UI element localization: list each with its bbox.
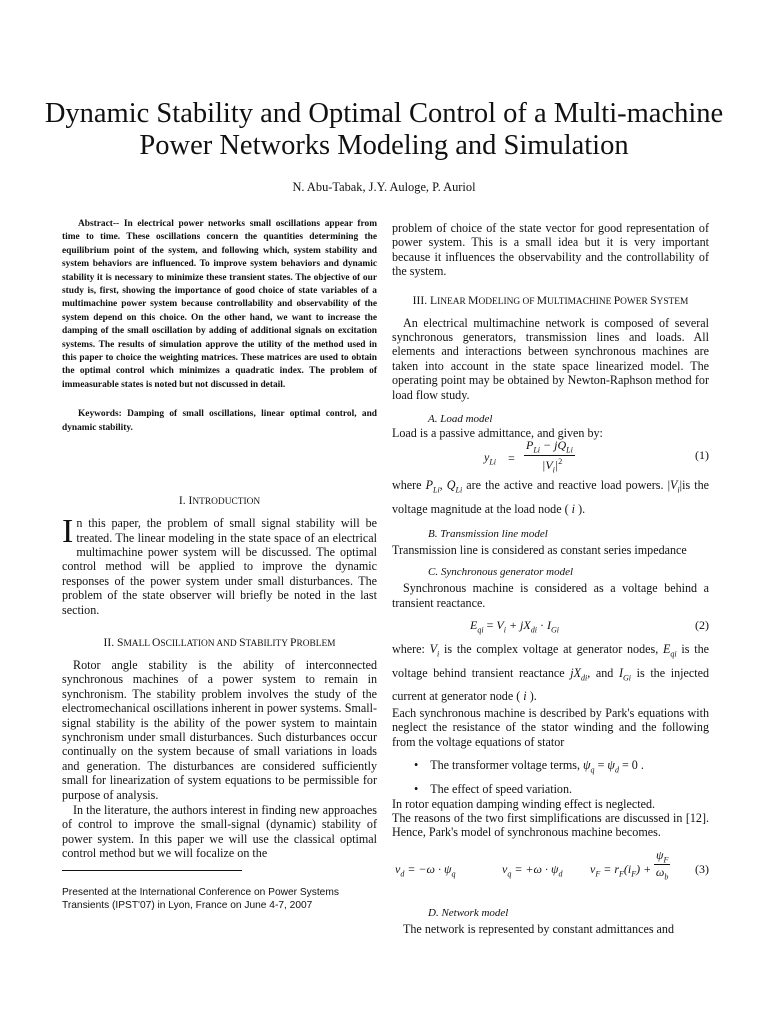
subsection-load-model: A. Load model xyxy=(428,413,493,426)
subsection-network-model: D. Network model xyxy=(428,906,509,919)
bullet-transformer-terms: • The transformer voltage terms, $\psi_q = \psi_d = 0$ . xyxy=(392,757,709,778)
equation-1: $y_{Li}$ = $P_{Li} - jQ_{Li}$ $|V_i|^2$ (1) xyxy=(484,438,709,475)
network-text: The network is represented by constant admittances and xyxy=(403,921,675,936)
bullet-speed-variation: • The effect of speed variation. xyxy=(414,781,573,796)
transmission-text: Transmission line is considered as constant series impedance xyxy=(392,542,687,557)
keywords: Keywords: Damping of small oscillations, linear optimal control, and dynamic stability. xyxy=(62,409,377,433)
equation-3: $v_d = -\omega \cdot \psi_q$ $v_q = +\omega \cdot \psi_d$ $v_F = r_F(i_F)$ + $\psi_F$ $\omega_b$ (3) xyxy=(395,847,709,882)
linear-modeling-paragraph: An electrical multimachine network is composed of several synchronous generators, transmission lines and loads. All elements and interactions between synchronous machines are taken into account in the state space linearized model. The operating point may be obtained by Newton-Raphson method for load flow study. xyxy=(392,315,709,402)
equation-1-number: (1) xyxy=(695,448,709,463)
rotor-text: In rotor equation damping winding effect is neglected. xyxy=(392,796,656,811)
abstract: Abstract-- In electrical power networks small oscillations appear from time to time. These oscillations concern the quantities determining the equilibrium point of the system, and following which, system stability and system behaviors are influenced. To improve system behaviors and dynamic stability it is necessary to minimize these transient states. The objective of our study is, first, showing the importance of good choice of state variables of a multimachine power system because controllability and observability of the system depend on this choice. On the other hand, we want to increase the damping of the small oscillation by adding of additional signals on excitation systems. The results of simulation approve the utility of the method used in this paper to choice the weighting matrices. These matrices are used to obtain the optimal control which minimizes a quadratic index. The problem of immeasurable states is noted but not discussed in detail. xyxy=(62,219,377,390)
subsection-transmission-line: B. Transmission line model xyxy=(428,527,548,540)
bullet-icon: • xyxy=(414,758,419,773)
equation-2: $E_{qi} = V_i + jX_{di} \cdot I_{Gi}$ (2) xyxy=(470,618,709,635)
stability-paragraph-2: In the literature, the authors interest in finding new approaches of control to improve the small-signal (dynamic) stability of power system. In this paper we will use the classical optimal control method but we will focalize on the xyxy=(62,803,377,861)
footnote-rule xyxy=(62,870,242,871)
equation-2-number: (2) xyxy=(695,618,709,633)
stability-paragraph-1: Rotor angle stability is the ability of interconnected synchronous machines of a power system to remain in synchronism. The stability problem involves the study of the electromechanical oscillations inherent in power systems. Small-signal stability is the ability of the power system to maintain synchronism under small disturbances. Such disturbances occur continually on the system because of small variations in loads and generation. The disturbances are considered sufficiently small for linearization of system equations to be permissible for purpose of analysis. xyxy=(62,657,377,802)
authors: N. Abu-Tabak, J.Y. Auloge, P. Auriol xyxy=(292,180,476,194)
park-text: Each synchronous machine is described by Park's equations with neglect the resistance of the stator winding and the following from the voltage equations of stator xyxy=(392,705,709,749)
section-heading-small-oscillation: II. SMALL OSCILLATION AND STABILITY PROBLEM xyxy=(103,635,336,649)
subsection-synchronous-generator: C. Synchronous generator model xyxy=(428,566,574,579)
right-paragraph-continuation: problem of choice of the state vector for good representation of power system. This is a small idea but it is very important because it influences the observability and the controllability of the system. xyxy=(392,221,709,279)
left-column xyxy=(62,218,377,861)
load-text: Load is a passive admittance, and given by: xyxy=(392,426,603,441)
synchronous-text: Synchronous machine is considered as a voltage behind a transient reactance. xyxy=(392,581,709,610)
right-column xyxy=(392,218,709,936)
reasons-text: The reasons of the two first simplifications are discussed in [12]. Hence, Park's model of synchronous machine becomes. xyxy=(392,810,709,840)
introduction-paragraph: In this paper, the problem of small signal stability will be treated. The linear modeling in the state space of an electrical multimachine power system will be discussed. The optimal control method will be applied to improve the dynamic responses of the power system under small disturbances. The problem of the state observer will briefly be noted in the last section. xyxy=(62,513,377,617)
drop-cap: I xyxy=(62,513,74,551)
equation-2-where: where: $V_i$ is the complex voltage at generator nodes, $E_{qi}$ is the voltage behind transient reactance $jX_{di}$, and $I_{Gi}$ is the injected current at generator node ( i ). xyxy=(392,642,709,703)
section-heading-linear-modeling: III. LINEAR MODELING OF MULTIMACHINE POWER SYSTEM xyxy=(412,293,689,307)
equation-1-where: where $P_{Li}$, $Q_{Li}$ are the active and reactive load powers. $|V_i|is$ the voltage magnitude at the load node ( i ). xyxy=(392,478,709,516)
section-heading-introduction: I. INTRODUCTION xyxy=(178,494,261,508)
paper-title: Dynamic Stability and Optimal Control of a Multi-machine Power Networks Modeling and Simulation xyxy=(44,98,724,161)
equation-3-number: (3) xyxy=(695,861,709,876)
footnote: Presented at the International Conference on Power Systems Transients (IPST'07) in Lyon, France on June 4-7, 2007 xyxy=(62,887,339,911)
bullet-icon: • xyxy=(414,781,419,796)
